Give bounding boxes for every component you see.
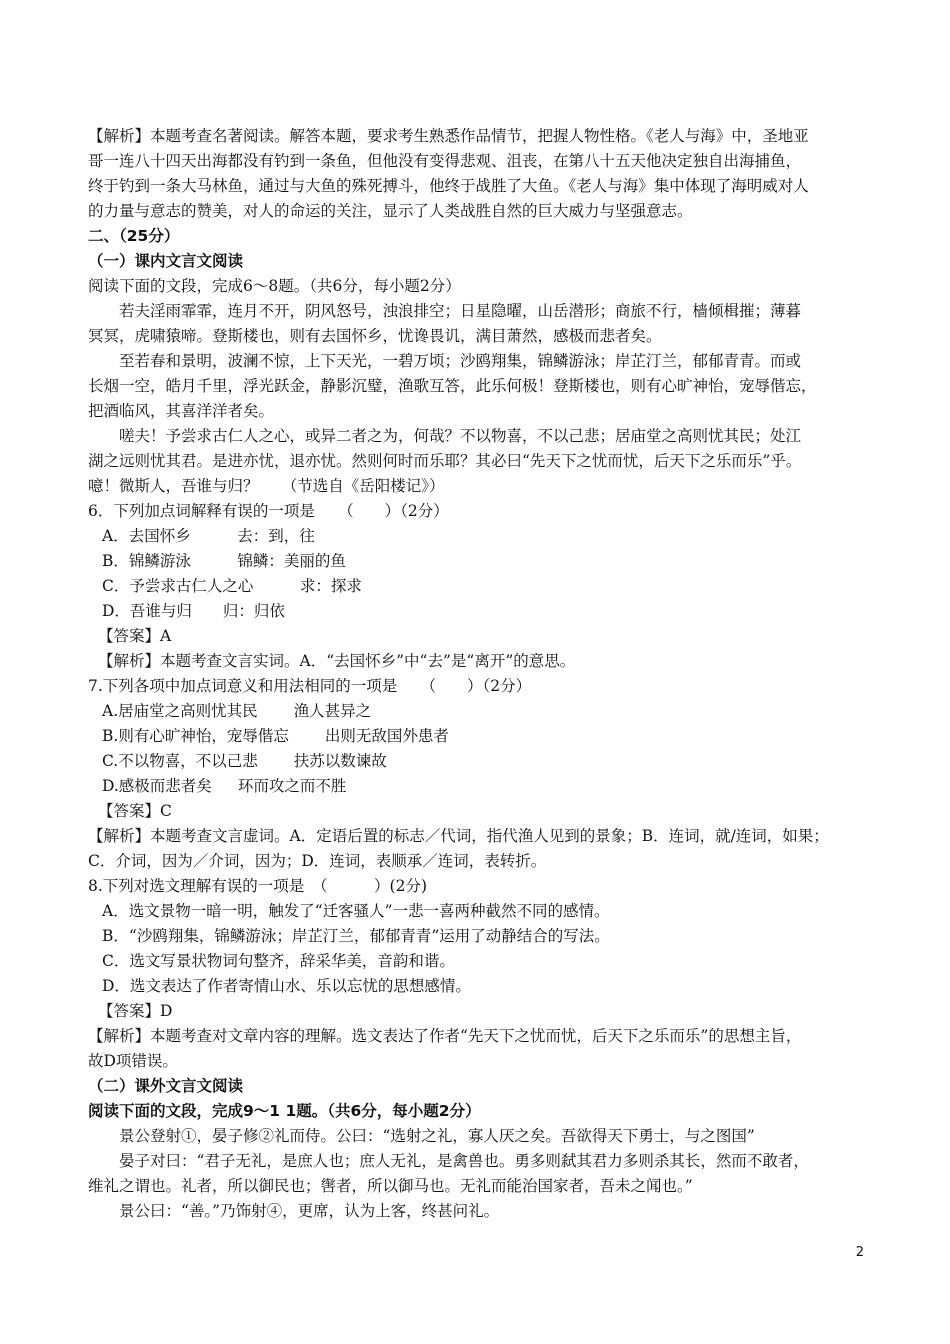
option-a: A．去国怀乡 去：到，往 (102, 527, 315, 545)
answer-line: 【答案】D (98, 1002, 173, 1020)
passage-line: 噫！微斯人，吾谁与归？ （节选自《岳阳楼记》） (88, 477, 445, 495)
passage-line: 至若春和景明，波澜不惊，上下天光，一碧万顷；沙鸥翔集，锦鳞游泳；岸芷汀兰，郁郁青青。而或 (119, 352, 802, 370)
option-c-right: 扶苏以数谏故 (293, 752, 387, 770)
analysis-line: 故D项错误。 (88, 1052, 178, 1070)
option-c: C．予尝求古仁人之心 求：探求 (102, 577, 362, 595)
question-6: 6．下列加点词解释有误的一项是 （ ）（2分） (88, 502, 449, 520)
option-b-right: 出则无敌国外患者 (324, 727, 449, 745)
option-c-left: C.不以物喜，不以己悲 (102, 752, 258, 770)
passage-line: 长烟一空，皓月千里，浮光跃金，静影沉璧，渔歌互答，此乐何极！登斯楼也，则有心旷神怡，宠辱偕忘， (88, 377, 817, 395)
passage-line: 把酒临风，其喜洋洋者矣。 (88, 402, 275, 420)
option-d-right: 环而攻之而不胜 (237, 777, 347, 795)
option-d-left: D.感极而悲者矣 (102, 777, 212, 795)
passage-line: 冥冥，虎啸猿啼。登斯楼也，则有去国怀乡，忧谗畏讥，满目萧然，感极而悲者矣。 (88, 327, 662, 345)
document-page (88, 124, 878, 1224)
option-d (88, 774, 878, 799)
answer-line: 【答案】A (98, 627, 172, 645)
subsection-heading: （一）课内文言文阅读 (88, 252, 244, 270)
answer-line: 【答案】C (98, 802, 172, 820)
option-a-right: 渔人甚异之 (293, 702, 372, 720)
analysis-paragraph-line: 的力量与意志的赞美，对人的命运的关注，显示了人类战胜自然的巨大威力与坚强意志。 (88, 202, 693, 220)
passage-line: 湖之远则忧其君。是进亦忧，退亦忧。然则何时而乐耶？其必曰“先天下之忧而忧，后天下之乐而乐”乎。 (88, 452, 802, 470)
section-heading: 二、（25分） (88, 227, 180, 245)
page-number: 2 (855, 1245, 864, 1260)
option-d: D．吾谁与归 归：归依 (102, 602, 285, 620)
subsection-heading: （二）课外文言文阅读 (88, 1077, 244, 1095)
instruction-line: 阅读下面的文段，完成6～8题。（共6分，每小题2分） (88, 277, 461, 295)
option-c: C．选文写景状物词句整齐，辞采华美，音韵和谐。 (102, 952, 455, 970)
option-a (88, 699, 878, 724)
passage-line: 嗟夫！予尝求古仁人之心，或异二者之为，何哉？不以物喜，不以己悲；居庙堂之高则忧其民；处江 (119, 427, 802, 445)
analysis-paragraph-line: 终于钓到一条大马林鱼，通过与大鱼的殊死搏斗，他终于战胜了大鱼。《老人与海》集中体现了海明威对人 (88, 177, 809, 195)
question-7: 7.下列各项中加点词意义和用法相同的一项是 （ ）（2分） (88, 677, 532, 695)
option-d: D．选文表达了作者寄情山水、乐以忘忧的思想感情。 (102, 977, 471, 995)
analysis-line: 【解析】本题考查对文章内容的理解。选文表达了作者“先天下之忧而忧，后天下之乐而乐”的思想主旨， (88, 1027, 802, 1045)
option-c (88, 749, 878, 774)
passage-line: 景公登射①，晏子修②礼而侍。公曰：“选射之礼，寡人厌之矣。吾欲得天下勇士，与之图国” (119, 1127, 755, 1145)
option-b-left: B.则有心旷神怡，宠辱偕忘 (102, 727, 289, 745)
passage-line: 若夫淫雨霏霏，连月不开，阴风怒号，浊浪排空；日星隐曜，山岳潜形；商旅不行，樯倾楫摧；薄暮 (119, 302, 802, 320)
passage-line: 晏子对曰：“君子无礼，是庶人也；庶人无礼，是禽兽也。勇多则弑其君力多则杀其长，然而不敢者， (119, 1152, 809, 1170)
analysis-paragraph-line: 哥一连八十四天出海都没有钓到一条鱼，但他没有变得悲观、沮丧，在第八十五天他决定独自出海捕鱼， (88, 152, 802, 170)
option-b (88, 724, 878, 749)
option-b: B．锦鳞游泳 锦鳞：美丽的鱼 (102, 552, 346, 570)
option-a-left: A.居庙堂之高则忧其民 (102, 702, 258, 720)
option-b: B．“沙鸥翔集，锦鳞游泳；岸芷汀兰，郁郁青青”运用了动静结合的写法。 (102, 927, 610, 945)
analysis-line: 【解析】本题考查文言实词。A．“去国怀乡”中“去”是“离开”的意思。 (98, 652, 576, 670)
option-a: A．选文景物一暗一明，触发了“迁客骚人”一悲一喜两种截然不同的感情。 (102, 902, 610, 920)
passage-line: 维礼之谓也。礼者，所以御民也；辔者，所以御马也。无礼而能治国家者，吾未之闻也。” (88, 1177, 693, 1195)
analysis-line: 【解析】本题考查文言虚词。A．定语后置的标志／代词，指代渔人见到的景象；B．连词，就/连词，如果； (88, 827, 829, 845)
question-8: 8.下列对选文理解有误的一项是 （ ）(2分) (88, 877, 427, 895)
passage-line: 景公曰：“善。”乃饰射④，更席，认为上客，终甚问礼。 (119, 1202, 500, 1220)
analysis-line: C．介词，因为／介词，因为；D．连词，表顺承／连词，表转折。 (88, 852, 547, 870)
instruction-line: 阅读下面的文段，完成9～1 1题。（共6分，每小题2分） (88, 1102, 481, 1120)
analysis-paragraph-line: 【解析】本题考查名著阅读。解答本题，要求考生熟悉作品情节，把握人物性格。《老人与海》中，圣地亚 (88, 127, 809, 145)
